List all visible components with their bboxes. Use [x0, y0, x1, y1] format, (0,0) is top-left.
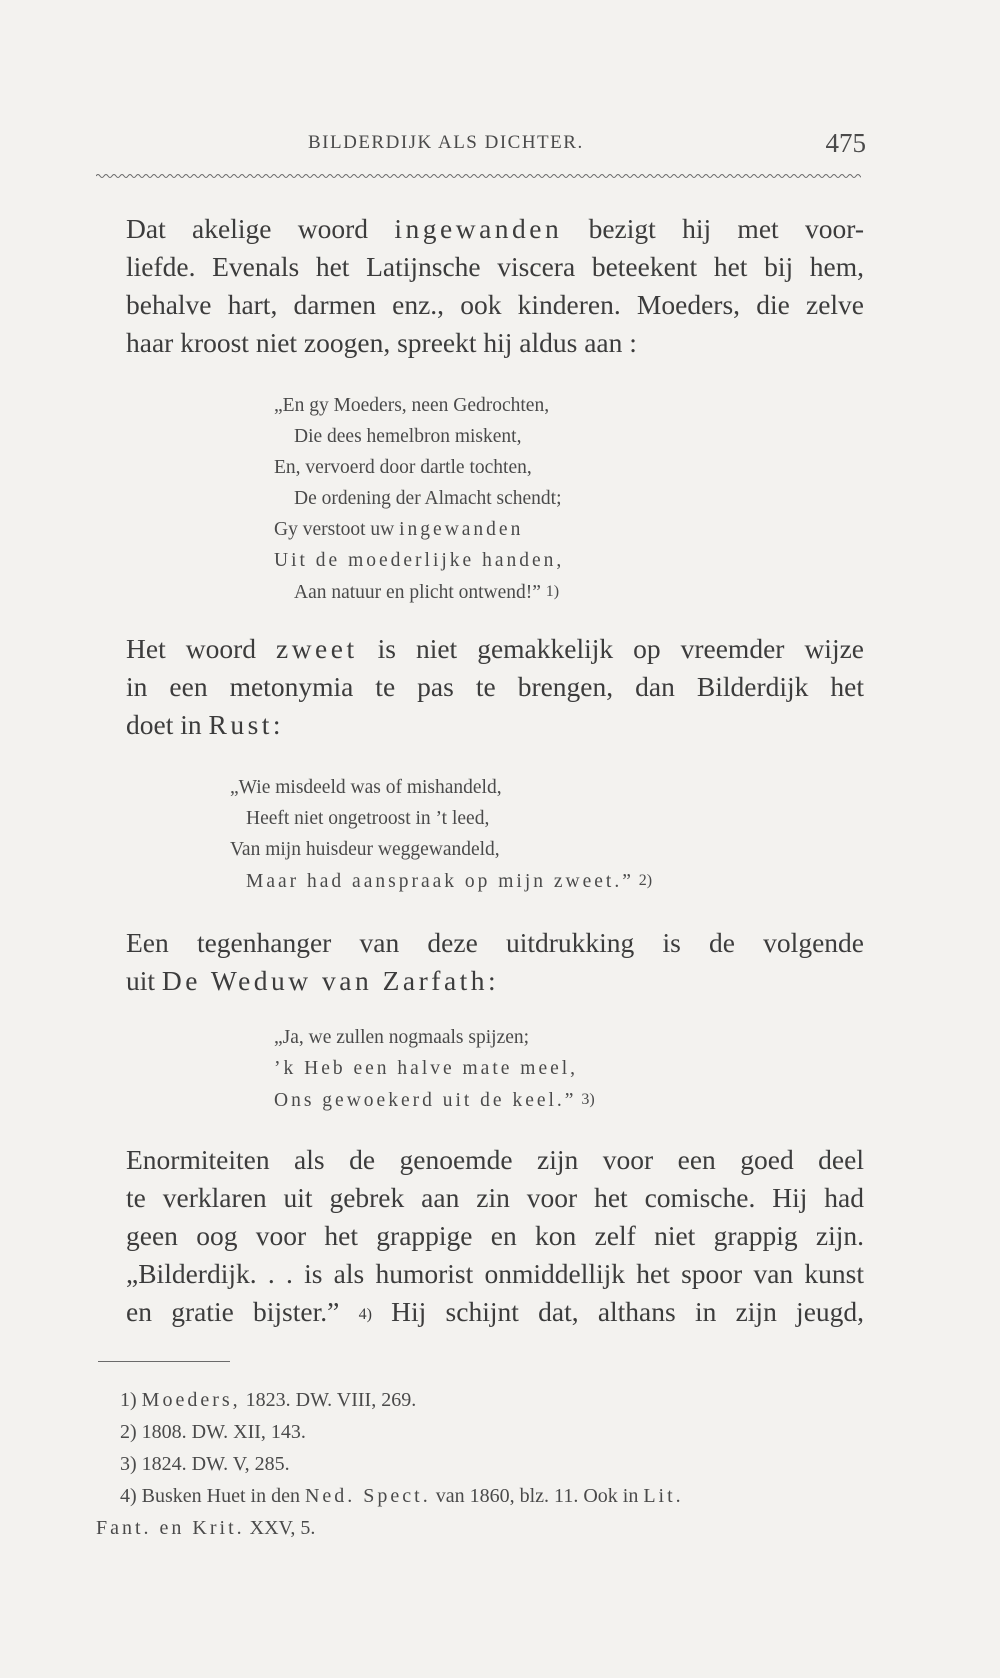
verse-line: En, vervoerd door dartle tochten,	[274, 457, 532, 478]
footnote-ref: 3)	[581, 1091, 595, 1108]
verse-fragment: Aan natuur en plicht ontwend!”	[294, 582, 541, 603]
text-fragment: uit	[126, 965, 156, 996]
footnote-3: 3) 1824. DW. V, 285.	[120, 1453, 290, 1475]
verse-line: „Wie misdeeld was of mishandeld,	[230, 777, 502, 798]
verse-line: De ordening der Almacht schendt;	[294, 488, 562, 509]
verse-line: Heeft niet ongetroost in ’t leed,	[246, 808, 490, 829]
footnote-text: van 1860, blz. 11. Ook in	[435, 1485, 639, 1507]
text-fragment: en gratie bijster.”	[126, 1296, 340, 1327]
text-line: „Bilderdijk. . . is als humorist onmiddellijk het spoor van kunst	[126, 1258, 864, 1289]
footnote-ref: 2)	[638, 872, 653, 889]
text-line: liefde. Evenals het Latijnsche viscera beteekent het bij hem,	[126, 251, 864, 282]
spaced-word: Moeders,	[141, 1389, 241, 1411]
text-fragment: is niet gemakkelijk op vreemder wijze	[377, 633, 864, 664]
paragraph-1	[126, 210, 864, 362]
spaced-word: Lit.	[643, 1485, 684, 1507]
text-line	[126, 962, 864, 1000]
footnote-4	[96, 1480, 866, 1512]
text-fragment: doet in	[126, 709, 202, 740]
verse-line: Uit de moederlijke handen,	[274, 550, 565, 571]
verse-line: „Ja, we zullen nogmaals spijzen;	[274, 1027, 530, 1048]
footnotes	[96, 1384, 866, 1544]
spaced-title: De Weduw van Zarfath:	[161, 965, 500, 996]
footnote-4-continued	[96, 1512, 866, 1544]
verse-fragment: Maar had aanspraak op mijn zweet.”	[246, 871, 634, 892]
page-header	[96, 128, 866, 168]
verse-quote-2	[230, 772, 652, 897]
text-fragment: Hij schijnt dat, althans in zijn jeugd,	[391, 1296, 865, 1327]
verse-quote-3	[274, 1022, 595, 1116]
spaced-word: Ned. Spect.	[304, 1485, 431, 1507]
running-title: BILDERDIJK ALS DICHTER.	[308, 132, 584, 153]
text-line: geen oog voor het grappige en kon zelf niet grappig zijn.	[126, 1220, 864, 1251]
text-line: Enormiteiten als de genoemde zijn voor een goed deel	[126, 1144, 864, 1175]
verse-line: Van mijn huisdeur weggewandeld,	[230, 839, 500, 860]
text-line: Een tegenhanger van deze uitdrukking is de volgende	[126, 927, 864, 958]
text-line: behalve hart, darmen enz., ook kinderen. Moeders, die zelve	[126, 289, 864, 320]
verse-line	[274, 1084, 595, 1116]
text-line: in een metonymia te pas te brengen, dan Bilderdijk het	[126, 671, 864, 702]
text-line	[126, 210, 864, 248]
paragraph-2	[126, 630, 864, 744]
spaced-word: ingewanden	[394, 213, 563, 244]
verse-line: ’k Heb een halve mate meel,	[274, 1058, 579, 1079]
verse-line: „En gy Moeders, neen Gedrochten,	[274, 395, 550, 416]
paragraph-4	[126, 1141, 864, 1334]
footnote-2: 2) 1808. DW. XII, 143.	[120, 1421, 306, 1443]
page-number: 475	[825, 128, 866, 158]
footnote-rule	[98, 1361, 230, 1362]
footnote-ref: 4)	[358, 1306, 372, 1323]
verse-line	[230, 865, 652, 897]
verse-line	[274, 514, 564, 545]
wavy-rule-divider	[96, 172, 861, 180]
verse-fragment: Ons gewoekerd uit de keel.”	[274, 1090, 577, 1111]
footnote-text: 4) Busken Huet in den	[120, 1485, 300, 1507]
verse-line	[274, 576, 564, 608]
footnote-1	[96, 1384, 866, 1416]
text-fragment: Het woord	[126, 633, 256, 664]
verse-quote-1	[274, 390, 564, 608]
verse-line: Die dees hemelbron miskent,	[294, 426, 522, 447]
footnote-marker: 1)	[120, 1389, 137, 1411]
footnote-text: XXV, 5.	[249, 1517, 316, 1539]
spaced-word: Fant. en Krit.	[96, 1517, 245, 1539]
footnote-text: 1823. DW. VIII, 269.	[245, 1389, 417, 1411]
text-fragment: Dat akelige woord	[126, 213, 369, 244]
spaced-word: Rust:	[208, 709, 285, 740]
text-fragment: bezigt hij met voor-	[588, 213, 865, 244]
text-line	[126, 706, 864, 744]
spaced-word: ingewanden	[399, 519, 524, 540]
verse-fragment: Gy verstoot uw	[274, 519, 395, 540]
text-line: haar kroost niet zoogen, spreekt hij aldus aan :	[126, 327, 637, 358]
text-line	[126, 630, 864, 668]
footnote-ref: 1)	[545, 583, 560, 600]
text-line: te verklaren uit gebrek aan zin voor het comische. Hij had	[126, 1182, 864, 1213]
paragraph-3	[126, 924, 864, 1000]
spaced-word: zweet	[275, 633, 358, 664]
text-line	[126, 1293, 864, 1334]
